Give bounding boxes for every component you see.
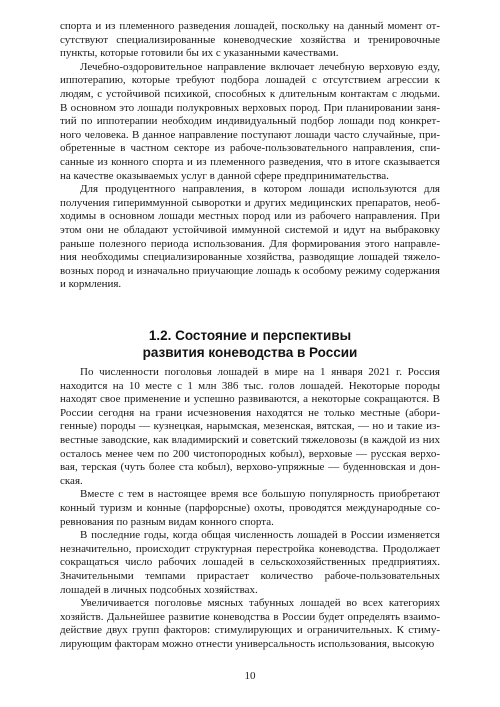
paragraph-equestrian-tourism: Вместе с тем в настоящее время все большую популярность приобретают конный туризм и конные (парфорсные) охоты, проводятся международные соревнования по разным видам конного спорта.	[60, 488, 440, 528]
text-block-bottom	[60, 366, 440, 651]
section-heading-line-2: развития коневодства в России	[142, 345, 358, 360]
paragraph-horse-population: По численности поголовья лошадей в мире на 1 января 2021 г. Россия находится на 10 месте с 1 млн 386 тыс. голов лошадей. Некоторые породы находят свое применение и успешно развиваются, а некоторые сокращаются. В России сегодня на грани исчезновения находятся не только местные (аборигенные) породы — кузнецкая, нарымская, мезенская, вятская, — но и такие известные заводские, как владимирский и советский тяжеловозы (в каждой из них осталось менее чем по 200 чистопородных кобыл), верховые — русская верховая, терская (чуть более ста кобыл), верхово-упряжные — буденновская и донская.	[60, 366, 440, 487]
paragraph-development-factors: Увеличивается поголовье мясных табунных лошадей во всех категориях хозяйств. Дальнейшее развитие коневодства в России будет определять взаимодействие двух групп факторов: стимулирующих и ограничительных. К стимулирующим факторам можно отнести универсальность использования, высокую	[60, 597, 440, 650]
page-number: 10	[244, 670, 256, 682]
paragraph-structural-change: В последние годы, когда общая численность лошадей в России изменяется незначительно, происходит структурная перестройка коневодства. Продолжает сокращаться число рабочих лошадей в сельскохозяйственных предприятиях. Значительными темпами прирастает количество рабоче-пользовательных лошадей в личных подсобных хозяйствах.	[60, 529, 440, 596]
section-heading-line-1: 1.2. Состояние и перспективы	[148, 328, 352, 343]
paragraph-continuation: спорта и из племенного разведения лошадей, поскольку на данный момент отсутствуют специализированные коневодческие хозяйства и тренировочные пункты, которые готовили бы их с указанными качествами.	[60, 20, 440, 60]
text-block-top	[60, 20, 440, 292]
paragraph-producer-direction: Для продуцентного направления, в котором лошади используются для получения гипериммунной сыворотки и других медицинских препаратов, необходимы в основном лошади местных пород или из рабочего направления. При этом они не обладают устойчивой иммунной системой и идут на выбраковку раньше полезного периода использования. Для формирования этого направления необходимы специализированные хозяйства, разводящие лошадей тяжеловозных пород и изначально приучающие лошадь к особому режиму содержания и кормления.	[60, 183, 440, 291]
paragraph-therapeutic-direction: Лечебно-оздоровительное направление включает лечебную верховую езду, иппотерапию, которые требуют подбора лошадей с отсутствием агрессии к людям, с устойчивой психикой, способных к длительным контактам с людьми. В основном это лошади полукровных верховых пород. При планировании занятий по иппотерапии необходим индивидуальный подбор лошади под конкретного человека. В данное направление поступают лошади часто случайные, приобретенные в частном секторе из рабоче-пользовательного направления, списанные из конного спорта и из племенного разведения, что в итоге сказывается на качестве оказываемых услуг в данной сфере предпринимательства.	[60, 60, 440, 182]
section-heading	[60, 327, 440, 361]
